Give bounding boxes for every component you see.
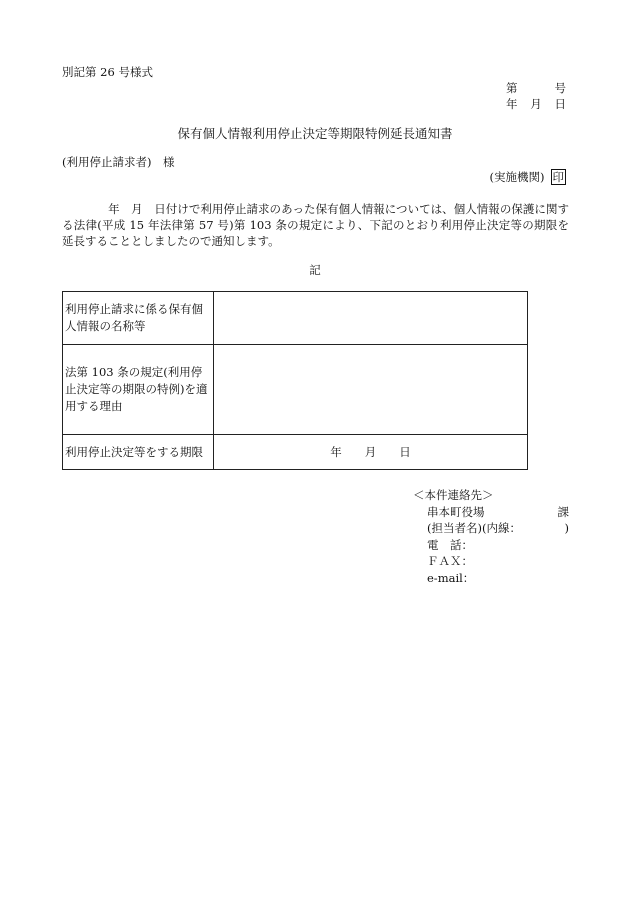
issuer-label: (実施機関)	[489, 170, 545, 184]
ref-day: 日	[554, 97, 566, 111]
document-title: 保有個人情報利用停止決定等期限特例延長通知書	[177, 126, 453, 141]
contact-section: 課	[557, 504, 569, 519]
contact-email: e-mail：	[427, 570, 475, 585]
row1-value	[214, 292, 528, 345]
contact-fax: ＦＡＸ：	[427, 554, 473, 568]
reference-date	[506, 96, 566, 112]
contact-block	[413, 487, 569, 586]
ref-month: 月	[530, 97, 542, 111]
ki-heading: 記	[309, 263, 321, 277]
table-row	[63, 345, 528, 435]
seal-mark: 印	[552, 170, 564, 184]
table-row	[63, 292, 528, 345]
table-row	[63, 435, 528, 470]
reference-number	[506, 80, 566, 96]
form-number: 別記第 26 号様式	[62, 65, 153, 79]
row1-label: 利用停止請求に係る保有個人情報の名称等	[63, 292, 214, 345]
contact-heading: ＜本件連絡先＞	[413, 488, 494, 502]
issuer-line	[490, 169, 566, 185]
row2-label: 法第 103 条の規定(利用停止決定等の期限の特例)を適用する理由	[63, 345, 214, 435]
contact-phone: 電 話：	[427, 537, 473, 552]
ref-no-prefix: 第	[506, 81, 518, 95]
contact-person: (担当者名)(内線：	[427, 521, 521, 535]
recipient-line: (利用停止請求者) 様	[62, 155, 175, 169]
contact-office-row	[413, 504, 569, 521]
contact-person-row	[413, 520, 569, 537]
contact-person-close: )	[564, 521, 569, 535]
row2-value	[214, 345, 528, 435]
ref-year: 年	[506, 97, 518, 111]
details-table	[62, 291, 528, 470]
row3-value: 年 月 日	[214, 435, 528, 470]
contact-office: 串本町役場	[427, 504, 485, 519]
ref-no-suffix: 号	[554, 81, 566, 95]
row3-label: 利用停止決定等をする期限	[63, 435, 214, 470]
body-paragraph: 年 月 日付けで利用停止請求のあった保有個人情報については、個人情報の保護に関する法律(平成 15 年法律第 57 号)第 103 条の規定により、下記のとおり利用停止決定等の期限を延長することとしましたので通知します。	[62, 202, 569, 248]
